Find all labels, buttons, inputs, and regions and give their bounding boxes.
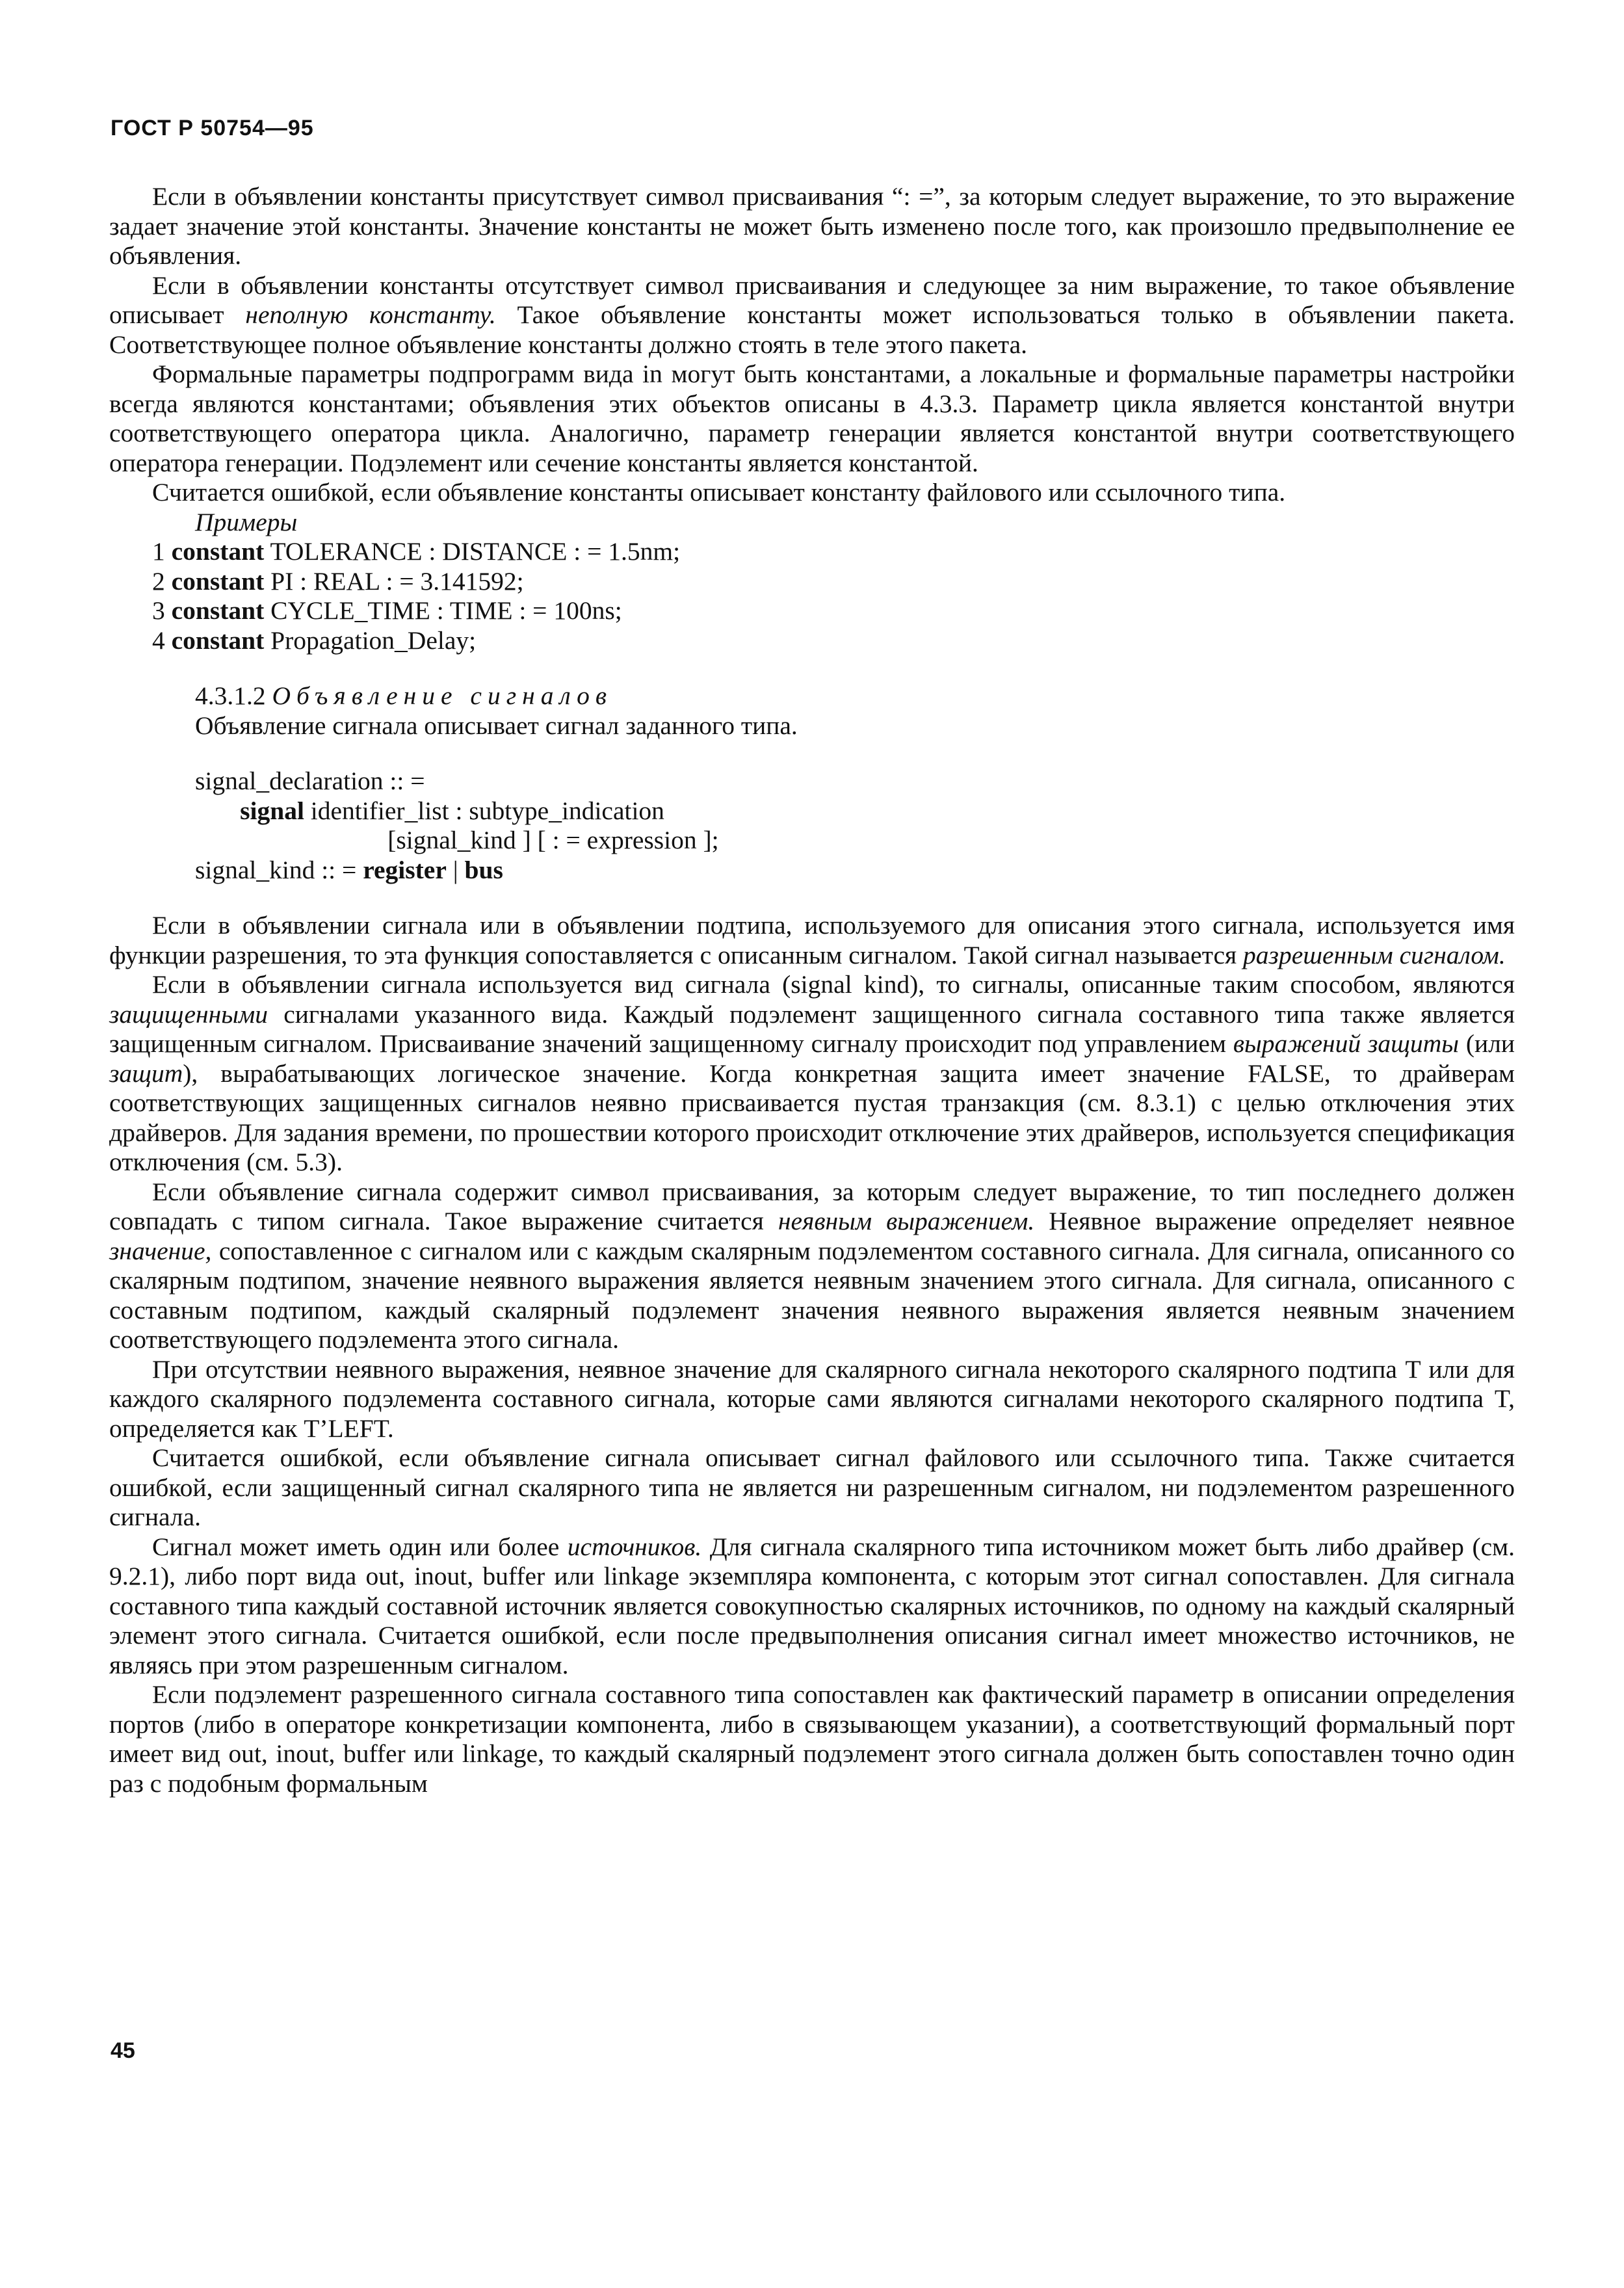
example-line: 4 constant Propagation_Delay;	[152, 625, 477, 655]
bnf-line: signal_declaration :: =	[195, 767, 425, 795]
emphasis: источников.	[567, 1532, 702, 1561]
emphasis: защищенными	[109, 999, 268, 1029]
page-number: 45	[111, 2038, 135, 2063]
section-heading	[109, 681, 1515, 711]
bnf-line: [signal_kind ] [ : = expression ];	[387, 826, 719, 854]
emphasis: неявным выражением.	[778, 1207, 1035, 1235]
paragraph: Если в объявлении сигнала используется вид сигнала (signal kind), то сигналы, описанные таким способом, являются защищенными сигналами указанного вида. Каждый подэлемент защищенного сигнала составного типа также является защищенным сигналом. Присваивание значений защищенному сигналу происходит под управлением выражений защиты (или защит), вырабатывающих логическое значение. Когда конкретная защита имеет значение FALSE, то драйверам соответствующих защищенных сигналов неявно присваивается пустая транзакция (см. 8.3.1) с целью отключения этих драйверов. Для задания времени, по прошествии которого происходит отключение этих драйверов, используется спецификация отключения (см. 5.3).	[109, 970, 1515, 1176]
paragraph: Если подэлемент разрешенного сигнала составного типа сопоставлен как фактический параметр в описании определения портов (либо в операторе конкретизации компонента, либо в связывающем указании), а соответствующий формальный порт имеет вид out, inout, buffer или linkage, то каждый скалярный подэлемент этого сигнала должен быть сопоставлен точно один раз с подобным формальным	[109, 1680, 1515, 1798]
emphasis: разрешенным сигналом.	[1243, 940, 1506, 969]
page-header: ГОСТ Р 50754—95	[111, 116, 314, 140]
emphasis: неполную константу.	[245, 300, 496, 329]
bnf-line: signal identifier_list : subtype_indication	[240, 796, 664, 825]
example-line: 3 constant CYCLE_TIME : TIME : = 100ns;	[152, 596, 622, 625]
emphasis: защит	[109, 1059, 183, 1088]
body-text	[109, 182, 1515, 1798]
paragraph: Сигнал может иметь один или более источников. Для сигнала скалярного типа источником может быть либо драйвер (см. 9.2.1), либо порт вида out, inout, buffer или linkage экземпляра компонента, с которым этот сигнал сопоставлен. Для сигнала составного типа каждый составной источник является совокупностью скалярных источников, по одному на каждый скалярный элемент этого сигнала. Считается ошибкой, если после предвыполнения описания сигнал имеет множество источников, не являясь при этом разрешенным сигналом.	[109, 1532, 1515, 1679]
paragraph: Если в объявлении сигнала или в объявлении подтипа, используемого для описания этого сигнала, используется имя функции разрешения, то эта функция сопоставляется с описанным сигналом. Такой сигнал называется разрешенным сигналом.	[109, 911, 1515, 969]
section-number: 4.3.1.2	[195, 681, 266, 710]
examples-title: Примеры	[195, 507, 298, 536]
emphasis: выражений защиты	[1233, 1029, 1459, 1058]
paragraph: Считается ошибкой, если объявление константы описывает константу файлового или ссылочного типа.	[152, 478, 1286, 506]
paragraph: Если в объявлении константы отсутствует символ присваивания и следующее за ним выражение, то такое объявление описывает неполную константу. Такое объявление константы может использоваться только в объявлении пакета. Соответствующее полное объявление константы должно стоять в теле этого пакета.	[109, 270, 1515, 359]
emphasis: значение,	[109, 1236, 212, 1265]
paragraph: Если в объявлении константы присутствует символ присваивания “: =”, за которым следует выражение, то это выражение задает значение этой константы. Значение константы не может быть изменено после того, как произошло предвыполнение ее объявления.	[109, 182, 1515, 270]
paragraph: Если объявление сигнала содержит символ присваивания, за которым следует выражение, то тип последнего должен совпадать с типом сигнала. Такое выражение считается неявным выражением. Неявное выражение определяет неявное значение, сопоставленное с сигналом или с каждым скалярным подэлементом составного сигнала. Для сигнала, описанного со скалярным подтипом, значение неявного выражения является неявным значением этого сигнала. Для сигнала, описанного с составным подтипом, каждый скалярный подэлемент значения неявного выражения является неявным значением соответствующего подэлемента этого сигнала.	[109, 1177, 1515, 1354]
paragraph: Формальные параметры подпрограмм вида in могут быть константами, а локальные и формальные параметры настройки всегда являются константами; объявления этих объектов описаны в 4.3.3. Параметр цикла является константой внутри соответствующего оператора цикла. Аналогично, параметр генерации является константой внутри соответствующего оператора генерации. Подэлемент или сечение константы является константой.	[109, 360, 1515, 477]
example-line: 1 constant TOLERANCE : DISTANCE : = 1.5nm;	[152, 537, 681, 566]
paragraph: Считается ошибкой, если объявление сигнала описывает сигнал файлового или ссылочного типа. Также считается ошибкой, если защищенный сигнал скалярного типа не является ни разрешенным сигналом, ни подэлементом разрешенного сигнала.	[109, 1443, 1515, 1531]
section-description: Объявление сигнала описывает сигнал заданного типа.	[195, 711, 798, 740]
example-line: 2 constant PI : REAL : = 3.141592;	[152, 566, 524, 596]
paragraph: При отсутствии неявного выражения, неявное значение для скалярного сигнала некоторого скалярного подтипа T или для каждого скалярного подэлемента составного сигнала, которые сами являются сигналами некоторого скалярного подтипа T, определяется как T’LEFT.	[109, 1354, 1515, 1443]
section-title: Объявление сигналов	[272, 681, 613, 710]
bnf-line: signal_kind :: = register | bus	[195, 855, 503, 884]
